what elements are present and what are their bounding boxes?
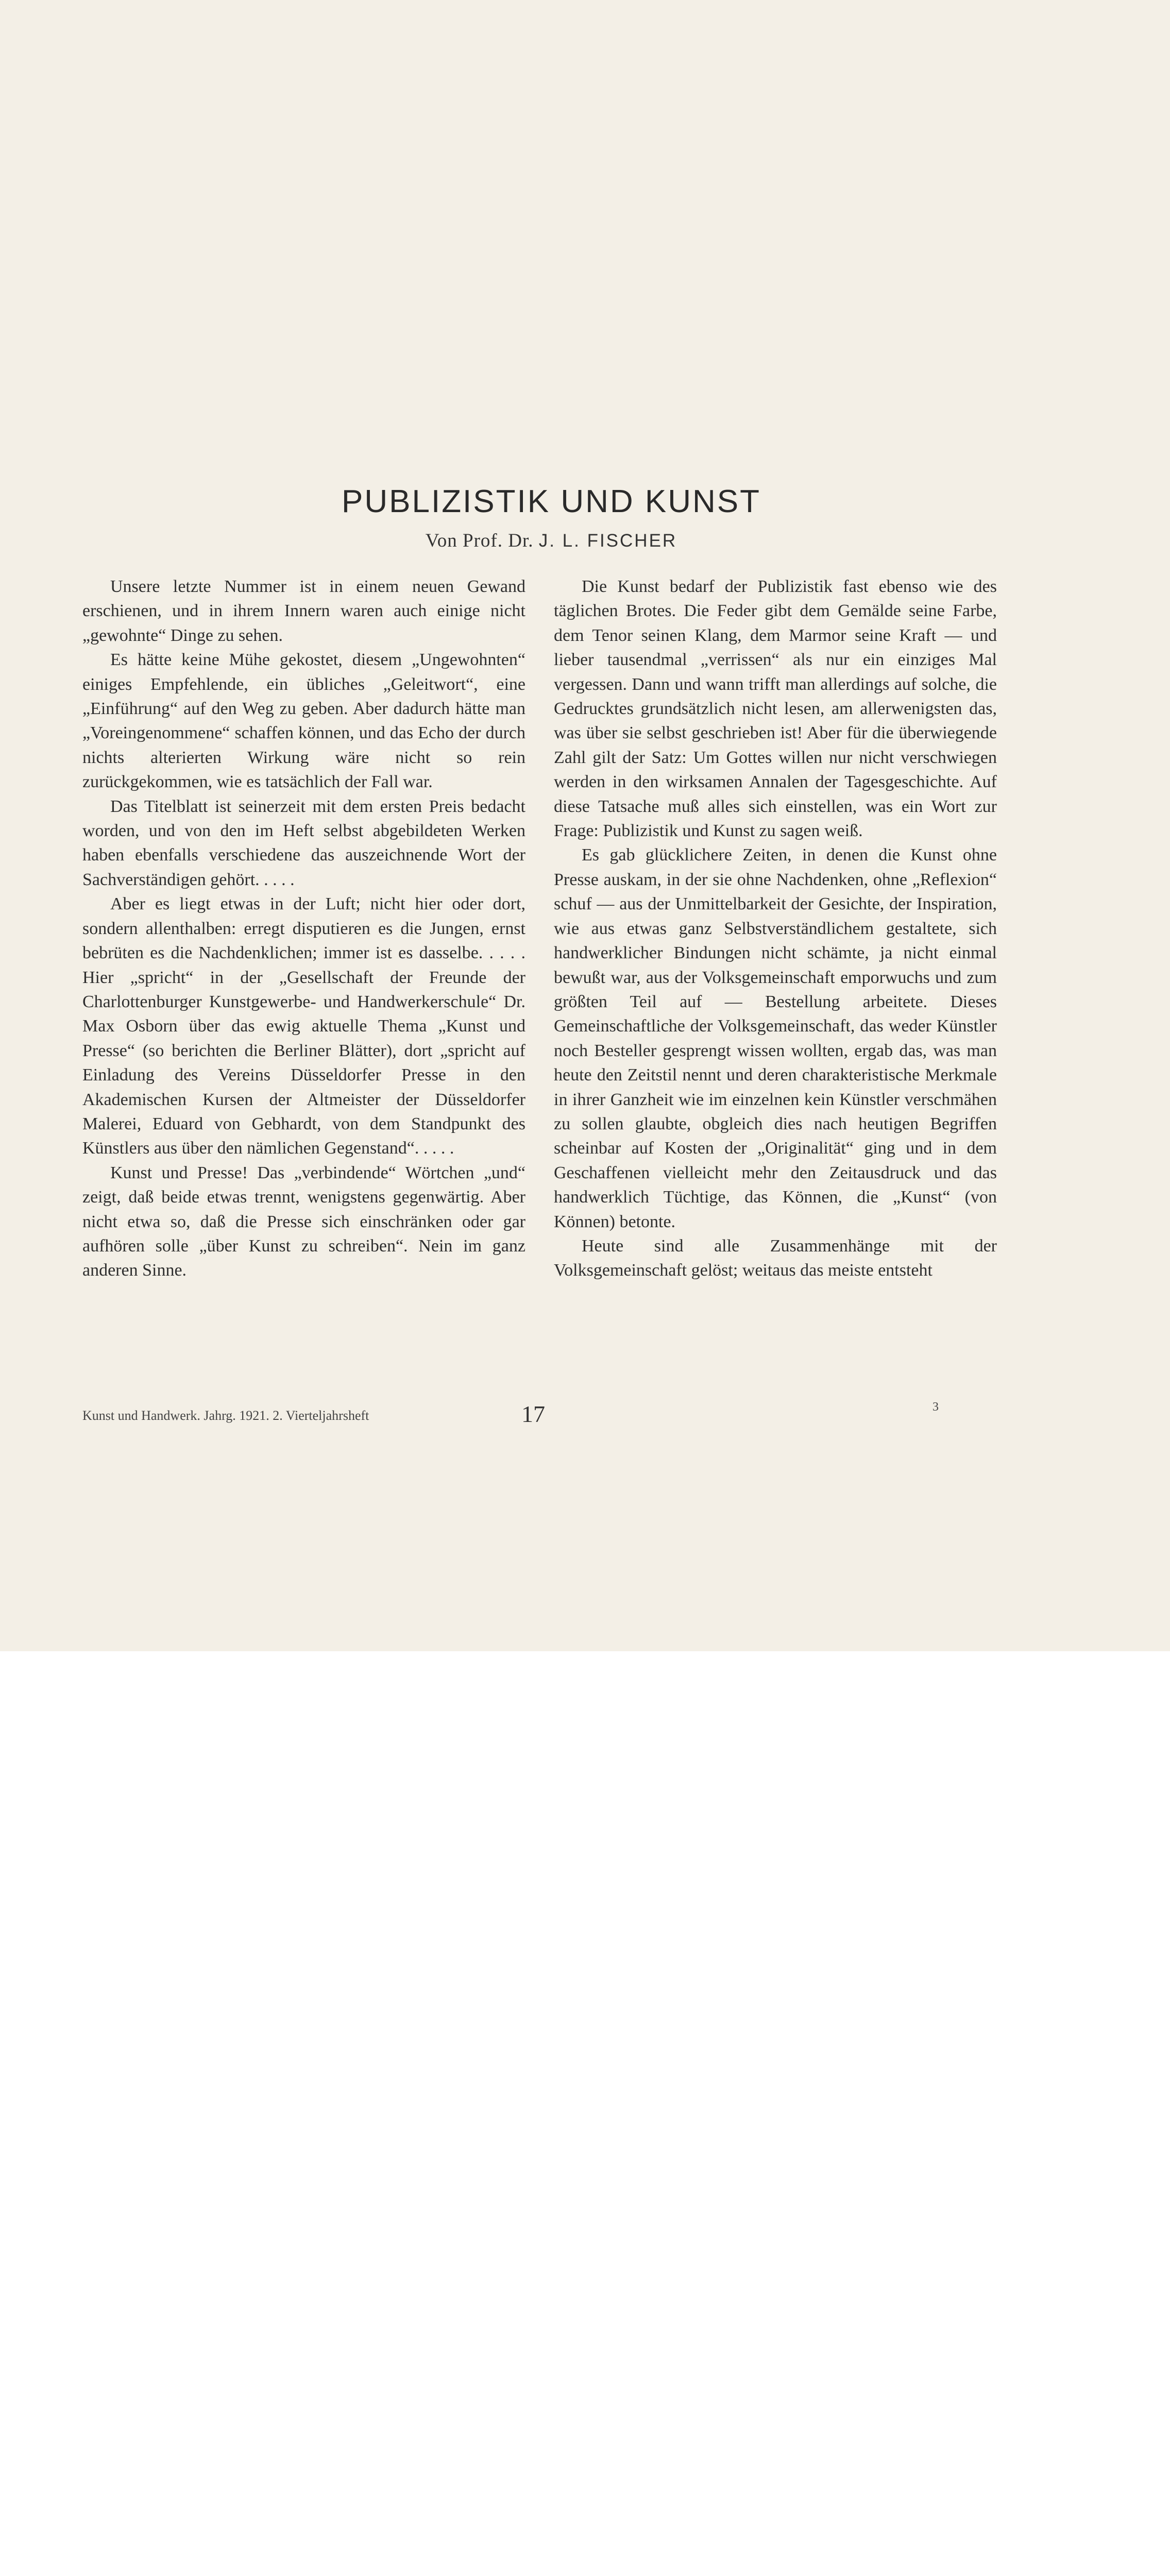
byline-prefix: Von Prof. Dr. [425,530,534,551]
journal-footer: Kunst und Handwerk. Jahrg. 1921. 2. Vierteljahrsheft [82,1408,369,1423]
digitization-banner [0,1651,1170,1711]
paragraph: Heute sind alle Zusammenhänge mit der Volksgemeinschaft gelöst; weitaus das meiste entsteht [554,1236,997,1280]
paragraph: Unsere letzte Nummer ist in einem neuen Gewand erschienen, und in ihrem Innern waren auch einige nicht „gewohnte“ Dinge zu sehen. [82,577,525,645]
byline-author: J. L. FISCHER [538,531,677,551]
article-byline [0,530,1103,552]
paragraph: Es hätte keine Mühe gekostet, diesem „Ungewohnten“ einiges Empfehlende, ein übliches „Geleitwort“, eine „Einführung“ auf den Weg zu geben. Aber dadurch hätte man „Voreingenommene“ schaffen können, und das Echo der durch nichts alterierten Wirkung wäre nicht so rein zurückgekommen, wie es tatsächlich der Fall war. [82,650,525,792]
page-number: 17 [521,1401,545,1427]
paragraph: Das Titelblatt ist seinerzeit mit dem ersten Preis bedacht worden, und von den im Heft selbst abgebildeten Werken haben ebenfalls verschiedene das auszeichnende Wort der Sachverständigen gehört. . . . . [82,796,525,889]
paragraph: Kunst und Presse! Das „verbindende“ Wörtchen „und“ zeigt, daß beide etwas trennt, wenigstens gegenwärtig. Aber nicht etwa so, daß die Presse sich einschränken oder gar aufhören solle „über Kunst zu schreiben“. Nein im ganz anderen Sinne. [82,1163,525,1280]
paragraph: Die Kunst bedarf der Publizistik fast ebenso wie des täglichen Brotes. Die Feder gibt dem Gemälde seine Farbe, dem Tenor seinen Klang, dem Marmor seine Kraft — und lieber tausendmal „verrissen“ als nur ein einziges Mal vergessen. Dann und wann trifft man allerdings auf solche, die Gedrucktes grundsätzlich nicht lesen, am allerwenigsten das, was über sie selbst geschrieben ist! Aber für die überwiegende Zahl gilt der Satz: Um Gottes willen nur nicht verschwiegen werden in den wirksamen Annalen der Tagesgeschichte. Auf diese Tatsache muß alles sich einstellen, was ein Wort zur Frage: Publizistik und Kunst zu sagen weiß. [554,577,997,841]
paragraph: Es gab glücklichere Zeiten, in denen die Kunst ohne Presse auskam, in der sie ohne Nachdenken, ohne „Reflexion“ schuf — aus der Unmittelbarkeit der Gesichte, der Inspiration, wie aus etwas ganz Selbstverständlichem gestaltete, sich handwerklicher Bindungen nicht schämte, ja nicht einmal bewußt war, aus der Volksgemeinschaft emporwuchs und zum größten Teil auf — Bestellung arbeitete. Dieses Gemeinschaftliche der Volksgemeinschaft, das weder Künstler noch Besteller gesprengt wissen wollten, ergab das, was man heute den Zeitstil nennt und deren charakteristische Merkmale in ihrer Ganzheit wie im einzelnen kein Künstler verschmähen zu sollen glaubte, obgleich dies nach heutigen Begriffen scheinbar auf Kosten der „Originalität“ ging und in dem Geschaffenen vielleicht mehr den Zeitausdruck und das handwerklich Tüchtige, das Können, die „Kunst“ (von Können) betonte. [554,845,997,1231]
paragraph: Aber es liegt etwas in der Luft; nicht hier oder dort, sondern allenthalben: erregt disputieren es die Jungen, ernst bebrüten es die Nachdenklichen; immer ist es dasselbe. . . . . Hier „spricht“ in der „Gesellschaft der Freunde der Charlottenburger Kunstgewerbe- und Handwerkerschule“ Dr. Max Osborn über das ewig aktuelle Thema „Kunst und Presse“ (so berichten die Berliner Blätter), dort „spricht auf Einladung des Vereins Düsseldorfer Presse in den Akademischen Kursen der Altmeister der Düsseldorfer Malerei, Eduard von Gebhardt, von dem Standpunkt des Künstlers aus über den nämlichen Gegenstand“. . . . . [82,894,525,1158]
left-column [82,574,525,1283]
right-column [554,574,997,1283]
sheet-signature: 3 [932,1400,939,1414]
article-title: PUBLIZISTIK UND KUNST [342,484,761,519]
